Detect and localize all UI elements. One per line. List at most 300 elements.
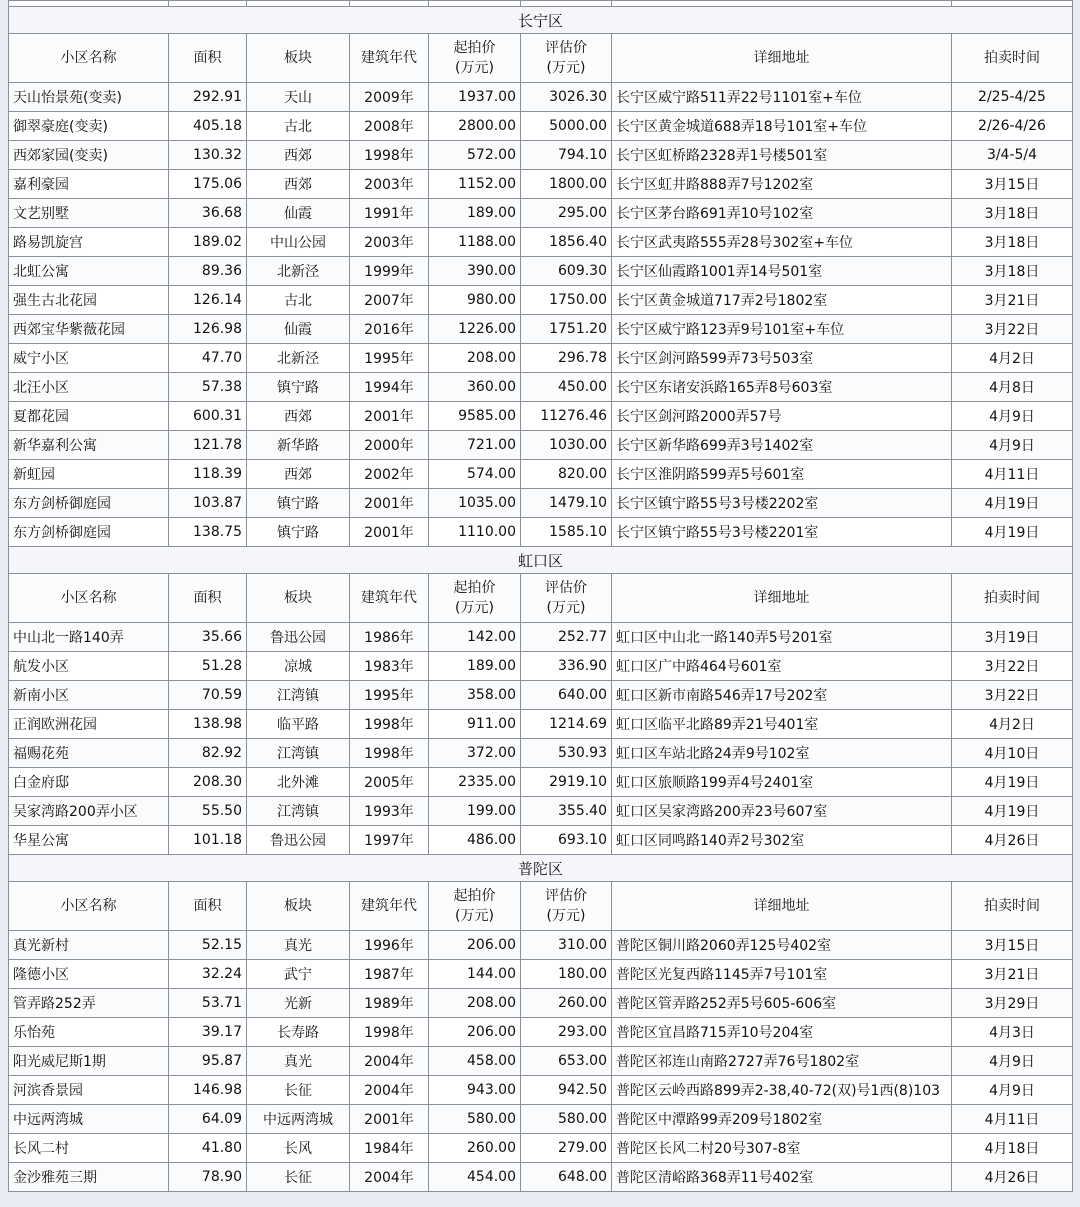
header-block-text: 板块: [284, 590, 312, 606]
eval-price-cell: 336.90: [521, 652, 612, 681]
header-start-price-text: 起拍价: [453, 888, 496, 904]
address-cell: 虹口区广中路464号601室: [612, 652, 952, 681]
table-row: [9, 286, 1073, 315]
address-cell: 虹口区车站北路24弄9号102室: [612, 739, 952, 768]
start-price-cell: 2800.00: [429, 112, 521, 141]
header-block-text: 板块: [284, 898, 312, 914]
eval-price-cell: 3026.30: [521, 83, 612, 112]
table-row: [9, 652, 1073, 681]
start-price-cell: 142.00: [429, 623, 521, 652]
area-cell: 51.28: [169, 652, 247, 681]
build-year-cell: 2003年: [350, 228, 429, 257]
address-cell: 长宁区淮阴路599弄5号601室: [612, 460, 952, 489]
auction-time-cell: 4月2日: [952, 710, 1073, 739]
start-price-cell: 206.00: [429, 931, 521, 960]
table-row: [9, 83, 1073, 112]
start-price-cell: 372.00: [429, 739, 521, 768]
auction-listing-sheet: [8, 0, 1072, 1192]
header-block-text: 板块: [284, 50, 312, 66]
area-cell: 78.90: [169, 1163, 247, 1192]
auction-time-cell: 4月9日: [952, 431, 1073, 460]
header-start-price-text: (万元): [455, 908, 494, 924]
address-cell: 普陀区祁连山南路2727弄76号1802室: [612, 1047, 952, 1076]
community-name-cell: 天山怡景苑(变卖): [9, 83, 169, 112]
auction-time-cell: 3/4-5/4: [952, 141, 1073, 170]
build-year-cell: 2001年: [350, 489, 429, 518]
auction-time-cell: 4月10日: [952, 739, 1073, 768]
eval-price-cell: 295.00: [521, 199, 612, 228]
auction-time-cell: 4月11日: [952, 1105, 1073, 1134]
address-cell: 长宁区茅台路691弄10号102室: [612, 199, 952, 228]
header-start-price-text: 起拍价: [453, 580, 496, 596]
header-block: [247, 34, 350, 83]
area-cell: 130.32: [169, 141, 247, 170]
header-area-text: 面积: [193, 590, 222, 606]
table-row: [9, 489, 1073, 518]
header-eval-price: [521, 882, 612, 931]
area-cell: 138.75: [169, 518, 247, 547]
header-area: [169, 34, 247, 83]
community-name-cell: 正润欧洲花园: [9, 710, 169, 739]
build-year-cell: 1994年: [350, 373, 429, 402]
block-cell: 真光: [247, 1047, 350, 1076]
auction-time-cell: 3月29日: [952, 989, 1073, 1018]
auction-time-cell: 3月18日: [952, 199, 1073, 228]
header-year-text: 建筑年代: [361, 590, 417, 606]
community-name-cell: 吴家湾路200弄小区: [9, 797, 169, 826]
header-year-text: 建筑年代: [361, 898, 417, 914]
block-cell: 江湾镇: [247, 739, 350, 768]
area-cell: 600.31: [169, 402, 247, 431]
build-year-cell: 1998年: [350, 1018, 429, 1047]
start-price-cell: 260.00: [429, 1134, 521, 1163]
eval-price-cell: 648.00: [521, 1163, 612, 1192]
header-block: [247, 574, 350, 623]
header-eval-price: [521, 34, 612, 83]
build-year-cell: 1987年: [350, 960, 429, 989]
auction-time-cell: 4月2日: [952, 344, 1073, 373]
community-name-cell: 强生古北花园: [9, 286, 169, 315]
address-cell: 长宁区黄金城道717弄2号1802室: [612, 286, 952, 315]
table-row: [9, 931, 1073, 960]
community-name-cell: 嘉利豪园: [9, 170, 169, 199]
header-area: [169, 882, 247, 931]
table-row: [9, 1047, 1073, 1076]
block-cell: 长风: [247, 1134, 350, 1163]
area-cell: 95.87: [169, 1047, 247, 1076]
address-cell: 长宁区威宁路123弄9号101室+车位: [612, 315, 952, 344]
auction-time-cell: 4月19日: [952, 489, 1073, 518]
header-block: [247, 882, 350, 931]
address-cell: 普陀区光复西路1145弄7号101室: [612, 960, 952, 989]
community-name-cell: 航发小区: [9, 652, 169, 681]
block-cell: 鲁迅公园: [247, 826, 350, 855]
district-heading: 长宁区: [9, 7, 1073, 34]
start-price-cell: 2335.00: [429, 768, 521, 797]
community-name-cell: 西郊家园(变卖): [9, 141, 169, 170]
eval-price-cell: 5000.00: [521, 112, 612, 141]
build-year-cell: 1993年: [350, 797, 429, 826]
header-name: [9, 882, 169, 931]
eval-price-cell: 580.00: [521, 1105, 612, 1134]
header-start-price-text: 起拍价: [453, 40, 496, 56]
header-name: [9, 34, 169, 83]
table-row: [9, 989, 1073, 1018]
table-row: [9, 402, 1073, 431]
auction-time-cell: 4月19日: [952, 797, 1073, 826]
build-year-cell: 1998年: [350, 710, 429, 739]
auction-table: [8, 0, 1073, 1192]
block-cell: 仙霞: [247, 199, 350, 228]
area-cell: 292.91: [169, 83, 247, 112]
community-name-cell: 管弄路252弄: [9, 989, 169, 1018]
block-cell: 光新: [247, 989, 350, 1018]
area-cell: 53.71: [169, 989, 247, 1018]
address-cell: 长宁区新华路699弄3号1402室: [612, 431, 952, 460]
eval-price-cell: 450.00: [521, 373, 612, 402]
table-row: [9, 681, 1073, 710]
area-cell: 82.92: [169, 739, 247, 768]
block-cell: 真光: [247, 931, 350, 960]
community-name-cell: 北虹公寓: [9, 257, 169, 286]
start-price-cell: 199.00: [429, 797, 521, 826]
block-cell: 西郊: [247, 402, 350, 431]
block-cell: 北新泾: [247, 344, 350, 373]
table-row: [9, 460, 1073, 489]
area-cell: 189.02: [169, 228, 247, 257]
eval-price-cell: 1214.69: [521, 710, 612, 739]
eval-price-cell: 794.10: [521, 141, 612, 170]
header-start-price-text: (万元): [455, 600, 494, 616]
address-cell: 虹口区同鸣路140弄2号302室: [612, 826, 952, 855]
address-cell: 虹口区中山北一路140弄5号201室: [612, 623, 952, 652]
area-cell: 126.14: [169, 286, 247, 315]
header-name: [9, 574, 169, 623]
block-cell: 仙霞: [247, 315, 350, 344]
block-cell: 古北: [247, 112, 350, 141]
start-price-cell: 360.00: [429, 373, 521, 402]
build-year-cell: 1995年: [350, 344, 429, 373]
address-cell: 长宁区仙霞路1001弄14号501室: [612, 257, 952, 286]
auction-time-cell: 4月26日: [952, 1163, 1073, 1192]
community-name-cell: 东方剑桥御庭园: [9, 489, 169, 518]
eval-price-cell: 1856.40: [521, 228, 612, 257]
block-cell: 天山: [247, 83, 350, 112]
eval-price-cell: 279.00: [521, 1134, 612, 1163]
start-price-cell: 721.00: [429, 431, 521, 460]
table-row: [9, 960, 1073, 989]
build-year-cell: 2000年: [350, 431, 429, 460]
community-name-cell: 隆德小区: [9, 960, 169, 989]
block-cell: 西郊: [247, 141, 350, 170]
build-year-cell: 2001年: [350, 1105, 429, 1134]
eval-price-cell: 180.00: [521, 960, 612, 989]
header-auction-time: [952, 882, 1073, 931]
build-year-cell: 1991年: [350, 199, 429, 228]
header-area-text: 面积: [193, 898, 222, 914]
eval-price-cell: 260.00: [521, 989, 612, 1018]
block-cell: 中远两湾城: [247, 1105, 350, 1134]
build-year-cell: 1995年: [350, 681, 429, 710]
auction-time-cell: 4月9日: [952, 1076, 1073, 1105]
build-year-cell: 1984年: [350, 1134, 429, 1163]
header-start-price-text: (万元): [455, 60, 494, 76]
address-cell: 长宁区东诸安浜路165弄8号603室: [612, 373, 952, 402]
table-row: [9, 739, 1073, 768]
block-cell: 西郊: [247, 460, 350, 489]
header-address: [612, 574, 952, 623]
table-row: [9, 257, 1073, 286]
block-cell: 镇宁路: [247, 489, 350, 518]
area-cell: 35.66: [169, 623, 247, 652]
eval-price-cell: 1750.00: [521, 286, 612, 315]
address-cell: 普陀区云岭西路899弄2-38,40-72(双)号1西(8)103: [612, 1076, 952, 1105]
community-name-cell: 北汪小区: [9, 373, 169, 402]
table-row: [9, 199, 1073, 228]
table-row: [9, 228, 1073, 257]
community-name-cell: 文艺别墅: [9, 199, 169, 228]
block-cell: 临平路: [247, 710, 350, 739]
address-cell: 长宁区镇宁路55号3号楼2202室: [612, 489, 952, 518]
address-cell: 虹口区临平北路89弄21号401室: [612, 710, 952, 739]
block-cell: 中山公园: [247, 228, 350, 257]
header-address-text: 详细地址: [753, 50, 810, 66]
address-cell: 虹口区吴家湾路200弄23号607室: [612, 797, 952, 826]
address-cell: 虹口区旅顺路199弄4号2401室: [612, 768, 952, 797]
header-auction-time-text: 拍卖时间: [984, 50, 1040, 66]
eval-price-cell: 310.00: [521, 931, 612, 960]
eval-price-cell: 1800.00: [521, 170, 612, 199]
address-cell: 普陀区长风二村20号307-8室: [612, 1134, 952, 1163]
start-price-cell: 980.00: [429, 286, 521, 315]
auction-time-cell: 3月22日: [952, 652, 1073, 681]
district-heading: 虹口区: [9, 547, 1073, 574]
eval-price-cell: 296.78: [521, 344, 612, 373]
build-year-cell: 2004年: [350, 1047, 429, 1076]
column-header-row: [9, 574, 1073, 623]
district-heading-row: [9, 547, 1073, 574]
address-cell: 普陀区铜川路2060弄125号402室: [612, 931, 952, 960]
start-price-cell: 1937.00: [429, 83, 521, 112]
district-heading-row: [9, 855, 1073, 882]
auction-time-cell: 2/25-4/25: [952, 83, 1073, 112]
auction-time-cell: 4月8日: [952, 373, 1073, 402]
address-cell: 普陀区中潭路99弄209号1802室: [612, 1105, 952, 1134]
area-cell: 126.98: [169, 315, 247, 344]
eval-price-cell: 252.77: [521, 623, 612, 652]
community-name-cell: 福赐花苑: [9, 739, 169, 768]
table-row: [9, 1076, 1073, 1105]
table-row: [9, 768, 1073, 797]
header-name-text: 小区名称: [60, 50, 117, 66]
column-header-row: [9, 882, 1073, 931]
block-cell: 北外滩: [247, 768, 350, 797]
address-cell: 长宁区虹桥路2328弄1号楼501室: [612, 141, 952, 170]
auction-time-cell: 3月18日: [952, 228, 1073, 257]
area-cell: 405.18: [169, 112, 247, 141]
block-cell: 西郊: [247, 170, 350, 199]
header-address: [612, 882, 952, 931]
build-year-cell: 2004年: [350, 1163, 429, 1192]
block-cell: 北新泾: [247, 257, 350, 286]
start-price-cell: 574.00: [429, 460, 521, 489]
table-row: [9, 431, 1073, 460]
start-price-cell: 390.00: [429, 257, 521, 286]
area-cell: 103.87: [169, 489, 247, 518]
eval-price-cell: 640.00: [521, 681, 612, 710]
header-eval-price-text: (万元): [546, 600, 586, 616]
table-row: [9, 1163, 1073, 1192]
build-year-cell: 1983年: [350, 652, 429, 681]
address-cell: 长宁区威宁路511弄22号1101室+车位: [612, 83, 952, 112]
header-address-text: 详细地址: [753, 898, 810, 914]
eval-price-cell: 820.00: [521, 460, 612, 489]
table-row: [9, 112, 1073, 141]
auction-time-cell: 3月19日: [952, 623, 1073, 652]
community-name-cell: 真光新村: [9, 931, 169, 960]
auction-time-cell: 4月9日: [952, 1047, 1073, 1076]
header-eval-price-text: 评估价: [545, 580, 587, 596]
start-price-cell: 454.00: [429, 1163, 521, 1192]
address-cell: 普陀区宜昌路715弄10号204室: [612, 1018, 952, 1047]
auction-time-cell: 2/26-4/26: [952, 112, 1073, 141]
block-cell: 古北: [247, 286, 350, 315]
eval-price-cell: 293.00: [521, 1018, 612, 1047]
start-price-cell: 1226.00: [429, 315, 521, 344]
build-year-cell: 1989年: [350, 989, 429, 1018]
start-price-cell: 358.00: [429, 681, 521, 710]
community-name-cell: 白金府邸: [9, 768, 169, 797]
start-price-cell: 208.00: [429, 989, 521, 1018]
start-price-cell: 572.00: [429, 141, 521, 170]
eval-price-cell: 11276.46: [521, 402, 612, 431]
address-cell: 长宁区黄金城道688弄18号101室+车位: [612, 112, 952, 141]
header-area: [169, 574, 247, 623]
build-year-cell: 2008年: [350, 112, 429, 141]
address-cell: 虹口区新市南路546弄17号202室: [612, 681, 952, 710]
block-cell: 新华路: [247, 431, 350, 460]
area-cell: 41.80: [169, 1134, 247, 1163]
start-price-cell: 144.00: [429, 960, 521, 989]
header-address-text: 详细地址: [753, 590, 810, 606]
auction-time-cell: 4月11日: [952, 460, 1073, 489]
address-cell: 普陀区管弄路252弄5号605-606室: [612, 989, 952, 1018]
build-year-cell: 1999年: [350, 257, 429, 286]
table-row: [9, 141, 1073, 170]
area-cell: 57.38: [169, 373, 247, 402]
header-year: [350, 882, 429, 931]
block-cell: 长征: [247, 1076, 350, 1105]
block-cell: 长寿路: [247, 1018, 350, 1047]
table-row: [9, 1134, 1073, 1163]
eval-price-cell: 355.40: [521, 797, 612, 826]
auction-table-body: [9, 1, 1073, 1192]
build-year-cell: 2001年: [350, 402, 429, 431]
community-name-cell: 东方剑桥御庭园: [9, 518, 169, 547]
block-cell: 镇宁路: [247, 373, 350, 402]
eval-price-cell: 693.10: [521, 826, 612, 855]
build-year-cell: 2004年: [350, 1076, 429, 1105]
start-price-cell: 1188.00: [429, 228, 521, 257]
start-price-cell: 189.00: [429, 652, 521, 681]
area-cell: 36.68: [169, 199, 247, 228]
auction-time-cell: 3月22日: [952, 315, 1073, 344]
area-cell: 146.98: [169, 1076, 247, 1105]
address-cell: 普陀区清峪路368弄11号402室: [612, 1163, 952, 1192]
area-cell: 55.50: [169, 797, 247, 826]
eval-price-cell: 609.30: [521, 257, 612, 286]
community-name-cell: 中远两湾城: [9, 1105, 169, 1134]
community-name-cell: 乐怡苑: [9, 1018, 169, 1047]
area-cell: 47.70: [169, 344, 247, 373]
start-price-cell: 208.00: [429, 344, 521, 373]
header-year: [350, 574, 429, 623]
community-name-cell: 长风二村: [9, 1134, 169, 1163]
start-price-cell: 486.00: [429, 826, 521, 855]
header-auction-time-text: 拍卖时间: [984, 898, 1040, 914]
community-name-cell: 御翠豪庭(变卖): [9, 112, 169, 141]
eval-price-cell: 1030.00: [521, 431, 612, 460]
table-row: [9, 315, 1073, 344]
district-heading-row: [9, 7, 1073, 34]
community-name-cell: 华星公寓: [9, 826, 169, 855]
header-year-text: 建筑年代: [361, 50, 417, 66]
eval-price-cell: 1751.20: [521, 315, 612, 344]
table-row: [9, 373, 1073, 402]
table-row: [9, 797, 1073, 826]
header-name-text: 小区名称: [60, 590, 117, 606]
auction-time-cell: 4月19日: [952, 768, 1073, 797]
block-cell: 武宁: [247, 960, 350, 989]
build-year-cell: 2001年: [350, 518, 429, 547]
table-row: [9, 710, 1073, 739]
table-row: [9, 1105, 1073, 1134]
community-name-cell: 夏都花园: [9, 402, 169, 431]
address-cell: 长宁区镇宁路55号3号楼2201室: [612, 518, 952, 547]
block-cell: 江湾镇: [247, 797, 350, 826]
eval-price-cell: 1585.10: [521, 518, 612, 547]
area-cell: 121.78: [169, 431, 247, 460]
auction-time-cell: 4月9日: [952, 402, 1073, 431]
eval-price-cell: 2919.10: [521, 768, 612, 797]
address-cell: 长宁区剑河路599弄73号503室: [612, 344, 952, 373]
area-cell: 175.06: [169, 170, 247, 199]
area-cell: 32.24: [169, 960, 247, 989]
table-row: [9, 826, 1073, 855]
address-cell: 长宁区剑河路2000弄57号: [612, 402, 952, 431]
header-eval-price-text: 评估价: [545, 40, 587, 56]
community-name-cell: 阳光威尼斯1期: [9, 1047, 169, 1076]
header-start-price: [429, 34, 521, 83]
auction-time-cell: 3月15日: [952, 931, 1073, 960]
header-start-price: [429, 882, 521, 931]
build-year-cell: 2009年: [350, 83, 429, 112]
address-cell: 长宁区武夷路555弄28号302室+车位: [612, 228, 952, 257]
block-cell: 镇宁路: [247, 518, 350, 547]
build-year-cell: 1997年: [350, 826, 429, 855]
area-cell: 52.15: [169, 931, 247, 960]
area-cell: 138.98: [169, 710, 247, 739]
table-row: [9, 344, 1073, 373]
area-cell: 70.59: [169, 681, 247, 710]
build-year-cell: 2016年: [350, 315, 429, 344]
header-area-text: 面积: [193, 50, 222, 66]
header-eval-price: [521, 574, 612, 623]
build-year-cell: 1996年: [350, 931, 429, 960]
eval-price-cell: 530.93: [521, 739, 612, 768]
block-cell: 凉城: [247, 652, 350, 681]
district-heading: 普陀区: [9, 855, 1073, 882]
